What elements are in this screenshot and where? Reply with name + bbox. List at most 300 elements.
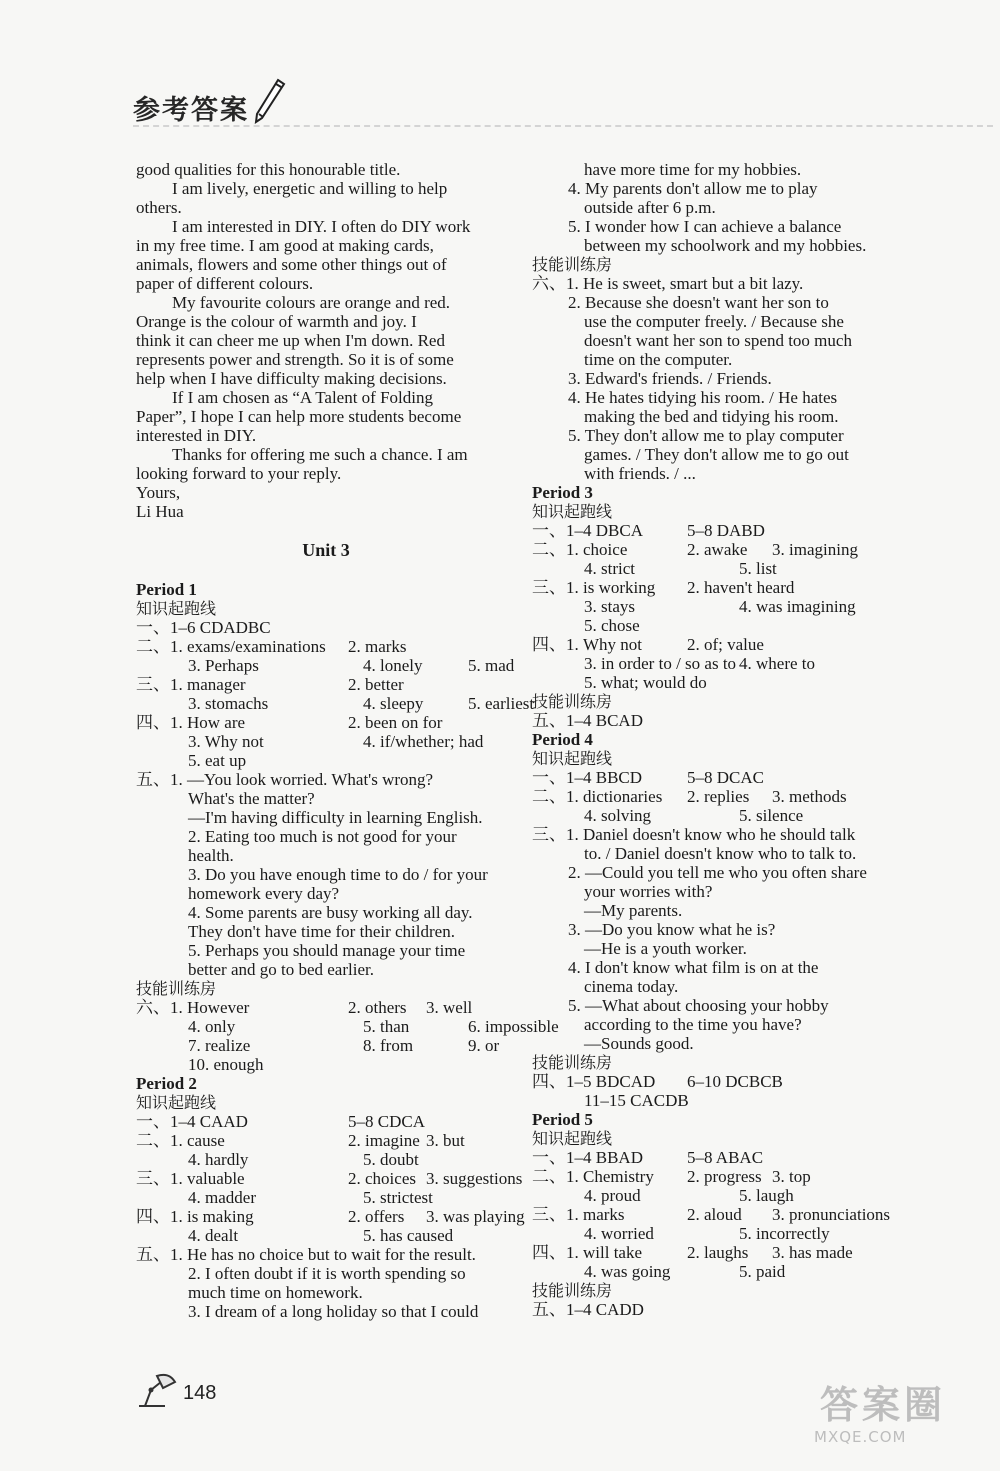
- answer-text: 3. suggestions: [426, 1169, 523, 1188]
- answer-text: 2. better: [348, 675, 404, 694]
- answer-line: [136, 922, 516, 941]
- answer-line: [532, 787, 912, 806]
- answer-text: 6–10 DCBCB: [687, 1072, 783, 1091]
- right-column: [532, 160, 912, 1319]
- answer-text: 六、1. However: [136, 998, 250, 1017]
- answer-text: 一、1–4 BBAD: [532, 1148, 643, 1167]
- answer-line: [532, 1281, 912, 1300]
- answer-text: 5. Perhaps you should manage your time: [188, 941, 466, 960]
- answer-text: think it can cheer me up when I'm down. Red: [136, 331, 445, 350]
- answer-text: 4. I don't know what film is on at the: [568, 958, 819, 977]
- answer-text: 4. My parents don't allow me to play: [568, 179, 818, 198]
- answer-line: [136, 312, 516, 331]
- answer-line: [532, 1015, 912, 1034]
- answer-line: [532, 768, 912, 787]
- answer-line: [136, 1131, 516, 1150]
- answer-text: 二、1. dictionaries: [532, 787, 663, 806]
- answer-text: interested in DIY.: [136, 426, 257, 445]
- answer-line: [532, 749, 912, 768]
- answer-text: 4. sleepy: [363, 694, 424, 713]
- answer-line: [532, 882, 912, 901]
- answer-text: 四、1. will take: [532, 1243, 643, 1262]
- answer-text: 四、1. How are: [136, 713, 246, 732]
- answer-line: [136, 274, 516, 293]
- answer-line: [136, 1283, 516, 1302]
- answer-line: [136, 751, 516, 770]
- answer-text: 2. progress: [687, 1167, 762, 1186]
- answer-text: 5. I wonder how I can achieve a balance: [568, 217, 842, 236]
- answer-text: 2. of; value: [687, 635, 764, 654]
- answer-line: [136, 1036, 516, 1055]
- answer-text: 5. what; would do: [584, 673, 707, 692]
- answer-line: [532, 293, 912, 312]
- answer-text: with friends. / ...: [584, 464, 696, 483]
- answer-text: 4. where to: [739, 654, 816, 673]
- answer-line: [532, 464, 912, 483]
- answer-text: 知识起跑线: [532, 1129, 613, 1148]
- watermark: [810, 1370, 990, 1450]
- answer-line: [136, 998, 516, 1017]
- answer-text: help when I have difficulty making decisions.: [136, 369, 447, 388]
- answer-text: —I'm having difficulty in learning English.: [188, 808, 483, 827]
- answer-text: 五、1. —You look worried. What's wrong?: [136, 770, 434, 789]
- answer-line: [532, 312, 912, 331]
- answer-line: [532, 160, 912, 179]
- answer-line: [532, 1262, 912, 1281]
- answer-line: [136, 884, 516, 903]
- answer-line: [532, 692, 912, 711]
- answer-text: 2. replies: [687, 787, 750, 806]
- answer-text: I am lively, energetic and willing to help: [172, 179, 448, 198]
- answer-line: [532, 274, 912, 293]
- watermark-url: MXQE.COM: [814, 1428, 907, 1446]
- answer-text: 3. has made: [772, 1243, 853, 1262]
- answer-line: [532, 939, 912, 958]
- answer-text: have more time for my hobbies.: [584, 160, 802, 179]
- answer-text: 知识起跑线: [532, 749, 613, 768]
- answer-text: Period 2: [136, 1074, 197, 1093]
- answer-line: [136, 160, 516, 179]
- answer-line: [532, 198, 912, 217]
- answer-text: according to the time you have?: [584, 1015, 802, 1034]
- answer-text: 一、1–6 CDADBC: [136, 618, 271, 637]
- answer-text: 5. chose: [584, 616, 640, 635]
- answer-line: [532, 179, 912, 198]
- answer-line: [136, 483, 516, 502]
- answer-text: Period 3: [532, 483, 593, 502]
- answer-text: 4. He hates tidying his room. / He hates: [568, 388, 838, 407]
- answer-text: Period 1: [136, 580, 197, 599]
- header-title: 参考答案: [133, 95, 249, 126]
- answer-line: [532, 1110, 912, 1129]
- answer-text: 4. was going: [584, 1262, 671, 1281]
- page-footer: [135, 1372, 217, 1412]
- answer-line: [532, 236, 912, 255]
- answer-text: represents power and strength. So it is of some: [136, 350, 454, 369]
- answer-text: 2. laughs: [687, 1243, 749, 1262]
- answer-line: [532, 1167, 912, 1186]
- answer-line: [532, 616, 912, 635]
- answer-line: [136, 865, 516, 884]
- answer-text: 4. madder: [188, 1188, 256, 1207]
- answer-line: [136, 808, 516, 827]
- answer-line: [532, 1205, 912, 1224]
- answer-line: [136, 236, 516, 255]
- answer-text: 3. in order to / so as to: [584, 654, 737, 673]
- desk-lamp-icon: [135, 1372, 179, 1410]
- answer-line: [136, 827, 516, 846]
- answer-text: 2. awake: [687, 540, 748, 559]
- answer-text: 六、1. He is sweet, smart but a bit lazy.: [532, 274, 804, 293]
- answer-text: 5. incorrectly: [739, 1224, 830, 1243]
- answer-text: 2. I often doubt if it is worth spending so: [188, 1264, 466, 1283]
- left-column: [136, 160, 559, 1321]
- answer-text: 二、1. cause: [136, 1131, 225, 1150]
- answer-line: [136, 713, 516, 732]
- answer-text: better and go to bed earlier.: [188, 960, 374, 979]
- answer-text: 4. worried: [584, 1224, 654, 1243]
- answer-line: [532, 521, 912, 540]
- answer-text: 技能训练房: [532, 1281, 613, 1300]
- answer-line: [136, 1188, 516, 1207]
- answer-line: [136, 502, 516, 521]
- answer-text: 3. Why not: [188, 732, 264, 751]
- answer-line: [136, 599, 516, 618]
- answer-text: 3. stomachs: [188, 694, 269, 713]
- answer-text: 5. mad: [468, 656, 515, 675]
- answer-text: 5. strictest: [363, 1188, 433, 1207]
- answer-text: looking forward to your reply.: [136, 464, 342, 483]
- answer-line: [136, 464, 516, 483]
- answer-text: 5. eat up: [188, 751, 247, 770]
- answer-text: 2. offers: [348, 1207, 405, 1226]
- answer-line: [136, 1055, 516, 1074]
- answer-text: 2. Because she doesn't want her son to: [568, 293, 829, 312]
- answer-text: 知识起跑线: [532, 502, 613, 521]
- answer-line: [532, 597, 912, 616]
- answer-text: My favourite colours are orange and red.: [172, 293, 451, 312]
- answer-line: [532, 673, 912, 692]
- answer-line: [532, 331, 912, 350]
- answer-text: 6. impossible: [468, 1017, 559, 1036]
- answer-line: [136, 293, 516, 312]
- answer-line: [532, 958, 912, 977]
- answer-text: in my free time. I am good at making cards,: [136, 236, 434, 255]
- answer-line: [136, 331, 516, 350]
- answer-text: 5–8 CDCA: [348, 1112, 425, 1131]
- answer-text: They don't have time for their children.: [188, 922, 455, 941]
- answer-line: [136, 846, 516, 865]
- answer-text: 2. marks: [348, 637, 407, 656]
- answer-line: [532, 559, 912, 578]
- answer-text: 4. solving: [584, 806, 652, 825]
- answer-text: to. / Daniel doesn't know who to talk to.: [584, 844, 857, 863]
- answer-line: [532, 844, 912, 863]
- answer-text: games. / They don't allow me to go out: [584, 445, 849, 464]
- answer-line: [136, 1245, 516, 1264]
- answer-line: [136, 198, 516, 217]
- answer-text: 五、1. He has no choice but to wait for the result.: [136, 1245, 476, 1264]
- answer-text: —Sounds good.: [584, 1034, 694, 1053]
- answer-line: [532, 388, 912, 407]
- answer-line: [532, 825, 912, 844]
- answer-text: 4. strict: [584, 559, 635, 578]
- watermark-text: 答案圈: [820, 1383, 947, 1427]
- answer-text: Yours,: [136, 483, 181, 502]
- answer-line: [136, 580, 516, 599]
- answer-line: [136, 618, 516, 637]
- answer-text: 三、1. marks: [532, 1205, 625, 1224]
- answer-text: —He is a youth worker.: [584, 939, 747, 958]
- answer-text: 4. proud: [584, 1186, 641, 1205]
- answer-line: [532, 217, 912, 236]
- answer-text: 3. I dream of a long holiday so that I could: [188, 1302, 479, 1321]
- answer-text: 3. Edward's friends. / Friends.: [568, 369, 772, 388]
- answer-line: [532, 369, 912, 388]
- answer-text: I am interested in DIY. I often do DIY work: [172, 217, 471, 236]
- answer-text: 3. stays: [584, 597, 635, 616]
- answer-text: 3. imagining: [772, 540, 858, 559]
- answer-text: 4. hardly: [188, 1150, 249, 1169]
- answer-line: [136, 960, 516, 979]
- answer-line: [532, 1224, 912, 1243]
- answer-text: 知识起跑线: [136, 1093, 217, 1112]
- answer-line: [532, 350, 912, 369]
- answer-text: 技能训练房: [532, 255, 613, 274]
- answer-line: [136, 1074, 516, 1093]
- answer-text: 4. was imagining: [739, 597, 856, 616]
- answer-text: 3. but: [426, 1131, 465, 1150]
- answer-text: 5. has caused: [363, 1226, 454, 1245]
- answer-text: Li Hua: [136, 502, 184, 521]
- answer-line: [136, 694, 535, 713]
- answer-line: [136, 426, 516, 445]
- answer-line: [136, 1112, 516, 1131]
- answer-line: [136, 1169, 523, 1188]
- answer-line: [136, 903, 516, 922]
- pen-icon: [248, 78, 288, 124]
- answer-line: [532, 1148, 912, 1167]
- answer-text: 2. haven't heard: [687, 578, 795, 597]
- answer-text: 8. from: [363, 1036, 414, 1055]
- answer-text: 5. than: [363, 1017, 410, 1036]
- answer-line: [136, 350, 516, 369]
- answer-line: [532, 483, 912, 502]
- answer-line: [136, 1226, 516, 1245]
- answer-text: 9. or: [468, 1036, 500, 1055]
- answer-line: [136, 732, 516, 751]
- answer-text: 一、1–4 CAAD: [136, 1112, 248, 1131]
- answer-line: [532, 1053, 912, 1072]
- answer-text: 5. silence: [739, 806, 804, 825]
- answer-line: [136, 407, 516, 426]
- answer-text: 一、1–4 BBCD: [532, 768, 643, 787]
- answer-line: [136, 521, 516, 541]
- answer-text: your worries with?: [584, 882, 713, 901]
- answer-text: 5. laugh: [739, 1186, 794, 1205]
- answer-text: Orange is the colour of warmth and joy. I: [136, 312, 417, 331]
- answer-line: [532, 540, 912, 559]
- answer-line: [136, 541, 516, 560]
- answer-line: [136, 941, 516, 960]
- answer-line: [136, 1093, 516, 1112]
- answer-text: 7. realize: [188, 1036, 251, 1055]
- answer-text: 3. was playing: [426, 1207, 525, 1226]
- answer-text: between my schoolwork and my hobbies.: [584, 236, 867, 255]
- answer-text: Period 5: [532, 1110, 593, 1129]
- answer-text: 3. pronunciations: [772, 1205, 891, 1224]
- answer-text: much time on homework.: [188, 1283, 363, 1302]
- answer-line: [532, 977, 912, 996]
- answer-text: making the bed and tidying his room.: [584, 407, 839, 426]
- answer-text: 三、1. manager: [136, 675, 246, 694]
- answer-text: 2. choices: [348, 1169, 416, 1188]
- answer-line: [532, 654, 912, 673]
- answer-line: [136, 179, 516, 198]
- answer-text: 5. list: [739, 559, 777, 578]
- answer-line: [532, 920, 912, 939]
- answer-text: others.: [136, 198, 182, 217]
- answer-text: 四、1. Why not: [532, 635, 643, 654]
- answer-text: 5. doubt: [363, 1150, 419, 1169]
- header-divider: [133, 125, 993, 127]
- answer-line: [532, 1129, 912, 1148]
- answer-text: health.: [188, 846, 234, 865]
- answer-text: time on the computer.: [584, 350, 733, 369]
- answer-line: [532, 502, 912, 521]
- answer-text: Period 4: [532, 730, 593, 749]
- answer-line: [532, 806, 912, 825]
- answer-line: [136, 369, 516, 388]
- answer-text: 五、1–4 BCAD: [532, 711, 643, 730]
- answer-text: 5. They don't allow me to play computer: [568, 426, 844, 445]
- answer-text: 技能训练房: [532, 1053, 613, 1072]
- answer-text: 2. others: [348, 998, 407, 1017]
- answer-text: 3. Perhaps: [188, 656, 259, 675]
- answer-text: 10. enough: [188, 1055, 264, 1074]
- answer-line: [532, 711, 912, 730]
- page-header: [133, 82, 993, 132]
- page-number: 148: [183, 1382, 217, 1404]
- answer-text: 二、1. Chemistry: [532, 1167, 654, 1186]
- answer-text: 二、1. exams/examinations: [136, 637, 326, 656]
- answer-line: [532, 863, 912, 882]
- answer-text: 11–15 CACDB: [584, 1091, 689, 1110]
- answer-text: Paper”, I hope I can help more students become: [136, 407, 462, 426]
- answer-line: [532, 1072, 912, 1091]
- answer-text: 4. lonely: [363, 656, 423, 675]
- answer-line: [136, 637, 516, 656]
- answer-text: 4. Some parents are busy working all day.: [188, 903, 473, 922]
- answer-text: 5. —What about choosing your hobby: [568, 996, 829, 1015]
- answer-line: [136, 675, 516, 694]
- answer-line: [532, 1300, 912, 1319]
- answer-text: 3. Do you have enough time to do / for your: [188, 865, 488, 884]
- answer-line: [532, 1091, 912, 1110]
- answer-text: good qualities for this honourable title.: [136, 160, 401, 179]
- answer-line: [532, 578, 912, 597]
- answer-line: [136, 656, 516, 675]
- answer-text: 2. imagine: [348, 1131, 420, 1150]
- answer-line: [136, 979, 516, 998]
- answer-line: [532, 1243, 912, 1262]
- answer-text: 3. well: [426, 998, 473, 1017]
- answer-text: doesn't want her son to spend too much: [584, 331, 852, 350]
- answer-text: outside after 6 p.m.: [584, 198, 716, 217]
- answer-text: 4. if/whether; had: [363, 732, 484, 751]
- answer-text: 2. aloud: [687, 1205, 742, 1224]
- answer-text: 3. top: [772, 1167, 811, 1186]
- answer-line: [532, 426, 912, 445]
- answer-line: [532, 996, 912, 1015]
- answer-line: [136, 445, 516, 464]
- answer-text: use the computer freely. / Because she: [584, 312, 844, 331]
- answer-text: 三、1. Daniel doesn't know who he should talk: [532, 825, 856, 844]
- answer-line: [136, 217, 516, 236]
- answer-text: 2. Eating too much is not good for your: [188, 827, 457, 846]
- answer-text: 5–8 DCAC: [687, 768, 764, 787]
- answer-text: 3. methods: [772, 787, 847, 806]
- answer-text: 4. dealt: [188, 1226, 239, 1245]
- answer-line: [532, 407, 912, 426]
- answer-text: 五、1–4 CADD: [532, 1300, 644, 1319]
- answer-text: 二、1. choice: [532, 540, 628, 559]
- answer-line: [532, 255, 912, 274]
- answer-text: 2. been on for: [348, 713, 443, 732]
- answer-text: 3. —Do you know what he is?: [568, 920, 776, 939]
- answer-line: [136, 560, 516, 580]
- answer-text: 三、1. is working: [532, 578, 656, 597]
- answer-text: 4. only: [188, 1017, 236, 1036]
- answer-text: 四、1–5 BDCAD: [532, 1072, 656, 1091]
- answer-line: [136, 1017, 559, 1036]
- answer-text: 5. paid: [739, 1262, 786, 1281]
- answer-text: What's the matter?: [188, 789, 315, 808]
- answer-text: cinema today.: [584, 977, 679, 996]
- answer-line: [136, 1150, 516, 1169]
- answer-line: [136, 770, 516, 789]
- answer-text: 知识起跑线: [136, 599, 217, 618]
- answer-text: Unit 3: [302, 540, 350, 560]
- answer-text: 四、1. is making: [136, 1207, 254, 1226]
- answer-line: [532, 635, 912, 654]
- answer-text: 三、1. valuable: [136, 1169, 245, 1188]
- answer-text: paper of different colours.: [136, 274, 314, 293]
- answer-line: [532, 730, 912, 749]
- answer-text: —My parents.: [584, 901, 683, 920]
- answer-line: [136, 789, 516, 808]
- answer-text: Thanks for offering me such a chance. I am: [172, 445, 468, 464]
- answer-line: [136, 255, 516, 274]
- answer-line: [136, 1302, 516, 1321]
- answer-text: 一、1–4 DBCA: [532, 521, 643, 540]
- answer-line: [532, 1034, 912, 1053]
- answer-text: 5–8 ABAC: [687, 1148, 764, 1167]
- answer-text: 5–8 DABD: [687, 521, 765, 540]
- answer-line: [532, 901, 912, 920]
- answer-line: [532, 1186, 912, 1205]
- answer-line: [532, 445, 912, 464]
- answer-text: 2. —Could you tell me who you often share: [568, 863, 867, 882]
- answer-line: [136, 1207, 525, 1226]
- answer-text: animals, flowers and some other things out of: [136, 255, 447, 274]
- answer-text: 5. earliest: [468, 694, 535, 713]
- answer-text: If I am chosen as “A Talent of Folding: [172, 388, 433, 407]
- answer-text: 技能训练房: [532, 692, 613, 711]
- answer-text: 技能训练房: [136, 979, 217, 998]
- answer-text: homework every day?: [188, 884, 340, 903]
- answer-line: [136, 1264, 516, 1283]
